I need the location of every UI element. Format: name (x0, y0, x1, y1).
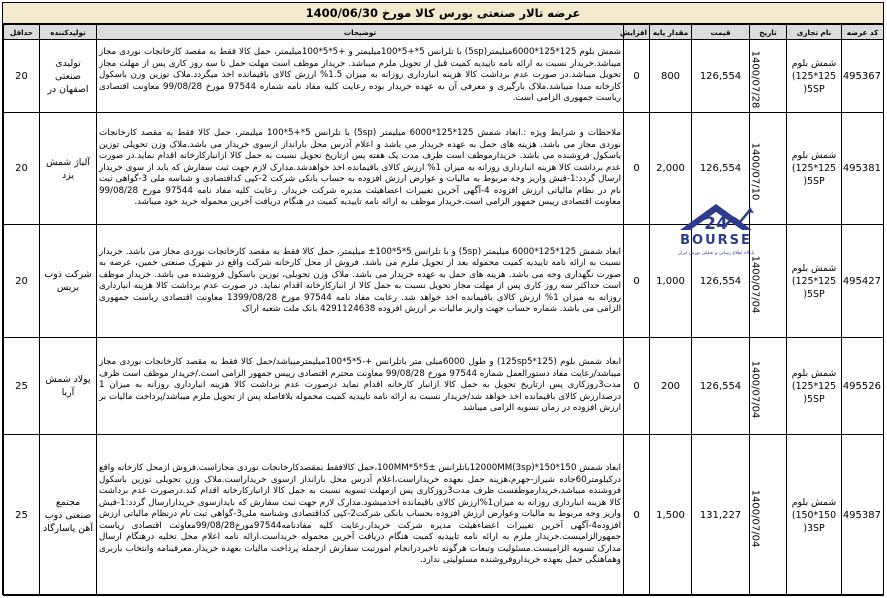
increment: 0 (624, 40, 650, 113)
product-name: شمش بلوم 150*150) 3SP( (787, 435, 842, 596)
header-producer: تولیدکننده (40, 25, 97, 40)
minimum: 20 (4, 113, 40, 225)
header-increment: افزایش (624, 25, 650, 40)
delivery-date-cell (750, 435, 787, 596)
header-row (4, 25, 884, 40)
product-name: شمش بلوم 125*125) 5SP( (787, 40, 842, 113)
producer: مجتمع صنعتی ذوب آهن پاسارگاد (40, 435, 97, 596)
table-row (4, 435, 884, 596)
offer-code: 495381 (842, 113, 884, 225)
delivery-date: 1400/07/04 (749, 255, 761, 313)
offers-table (3, 24, 884, 596)
header-code: کد عرضه (842, 25, 884, 40)
minimum: 20 (4, 225, 40, 338)
offer-sheet (2, 2, 884, 595)
producer: آلیاژ شمش یزد (40, 113, 97, 225)
sheet-title: عرضه تالار صنعتی بورس کالا مورخ 1400/06/30 (3, 3, 883, 24)
product-name: شمش بلوم 125*125) 5SP( (787, 225, 842, 338)
price: 126,554 (692, 40, 750, 113)
delivery-date: 1400/07/28 (749, 50, 761, 108)
description: شمش بلوم 125*125*6000میلیمتر(5sp) با تلرانس 5*+5*100میلیمتر و +5*5*100میلیمتر، حمل کالا فقط به مقصد کارخانجات نوردی مجاز میباشد.خریدار نسبت به ارائه نامه تاییدیه کمیت قبل از تحویل ملزم میباشد. خریدار موظف است مهلت حمل تا سه روز کاری پس از مهلت مجاز تحویل میباشد.در صورت عدم برداشت کالا هزینه انبارداری روزانه به میزان 1.5% ارزش کالای باقیمانده اخذ میگردد.ملاک توزین وزن باسکول کارخانه مبدا میباشد.ملاک بارگیری و معرفی آن به عهده خریدار بوده رعایت کلیه مفاد نامه شماره 97544 مورخ 99/08/28 معاونت اقتصادی ریاست جمهوری الزامی است. (97, 40, 624, 113)
delivery-date-cell (750, 40, 787, 113)
description: ابعاد شمش بلوم (125*125sp5) و طول 6000میلی متر باتلرانس +-5*5*100میلیمترمیباشد/حمل کالا فقط به مقصد کارخانجات نوردی مجاز میباشد/رعایت مفاد دستورالعمل شماره 97544 مورخ 99/08/28 معاونت محترم اقتصادی رییس جمهور الزامی است./خریدار موظف است ظرف مدت3روزکاری پس ازتاریخ تحویل به حمل کالا ازانبار کارخانه اقدام نماید درصورت عدم برداشت کالا هزینه انبارداری روزانه به میزان 1 درصدارزش کالای باقیمانده اخذ خواهد شد/خریدار نسبت به ارائه نامه تاییدیه کمیت محموله بلافاصله پس از تحویل ملزم میباشد/پرداخت مالیات بر ارزش افزوده در زمان تسویه الزامی میباشد (97, 338, 624, 435)
base-quantity: 1,000 (650, 225, 692, 338)
producer: تولیدی صنعتی اصفهان در (40, 40, 97, 113)
product-name: شمش بلوم 125*125) 5SP( (787, 338, 842, 435)
minimum: 25 (4, 435, 40, 596)
price: 126,554 (692, 225, 750, 338)
increment: 0 (624, 225, 650, 338)
producer: پولاد شمش آریا (40, 338, 97, 435)
delivery-date-cell (750, 338, 787, 435)
delivery-date: 1400/07/04 (749, 489, 761, 547)
offer-code: 495526 (842, 338, 884, 435)
increment: 0 (624, 435, 650, 596)
header-limit: حداقل (4, 25, 40, 40)
increment: 0 (624, 113, 650, 225)
description: ابعاد شمش 125*125*6000 میلیمتر (5sp) و با تلرانس 5*5*100± میلیمتر. حمل کالا فقط به مقصد کارخانجات نوردی مجاز می باشد. خریدار نسبت به ارائه نامه تاییدیه کمیت محموله بعد از تحویل ملزم می باشد. فروش از محل کارخانه شرکت واقع در شهرک صنعتی خمین، عرضه به صورت نگهداری وجه می باشد. هزینه های حمل به عهده خریدار می باشد. ملاک وزن تحویلی، توزین باسکول فروشنده می باشد. خریدار موظف است حداکثر سه روز کاری پس از مهلت مجاز تحویل نسبت به حمل کالا از انبارکارخانه اقدام نماید. در صورت عدم برداشت کالا هزینه انبارداری روزانه به میزان 1% ارزش کالای باقیمانده اخذ خواهد شد. رعایت مفاد نامه 97544 مورخ 1399/08/28 معاونت اقتصادی ریاست جمهوری الزامی می باشد. شماره حساب جهت واریز مالیات بر ارزش افزوده 4291124638 بانک ملت شعبه اراک (97, 225, 624, 338)
minimum: 20 (4, 40, 40, 113)
increment: 0 (624, 338, 650, 435)
minimum: 25 (4, 338, 40, 435)
header-description: توضیحات (97, 25, 624, 40)
logo-wordmark: BOURSE (680, 233, 752, 248)
table-row (4, 40, 884, 113)
base-quantity: 800 (650, 40, 692, 113)
producer: شرکت ذوب بریس (40, 225, 97, 338)
bourse-logo-mark (662, 200, 770, 234)
header-base: مقدار پایه (650, 25, 692, 40)
base-quantity: 200 (650, 338, 692, 435)
bourse-logo (662, 200, 770, 266)
description: ابعاد شمش 150*150*12000MM(3sp)باتلرانس ±5*5*100MM،حمل کالافقط بمقصدکارخانجات نوردی مجازاست.فروش ازمحل کارخانه واقع درکیلومتر60جاده شیراز-جهرم،هزینه حمل بعهده خریداراست،اعلام آدرس محل بارانداز ازسوی خریداراست.ملاک وزن تحویلی توزین باسکول فروشنده میباشد،خریدارموظفست ظرف مدت3روزکاری پس ازمهلت تسویه نسبت به حمل کالا ازانبارکارخانه اقدام کند.درصورت عدم برداشت کالا هزینه انبارداری روزانه به میزان1%ارزش کالای باقیمانده اخذمیشود.مدارک لازم جهت ثبت سفارش که بایدازسوی خریدارارسال گردد:1-فیش واریز وجه مربوط به مالیات وعوارض ارزش افزوده بحساب بانکی شرکت2-کپی کداقتصادی وشناسه ملی3-گواهی ثبت نام درنظام مالیاتی ارزش افزوده4-آگهی آخرین تغییرات اعضاءهیئت مدیره شرکت خریدار.رعایت کلیه مفادنامه97544مورخ99/08/28معاونت اقتصادی ریاست جمهورالزامیست.خریدار ملزم به ارائه نامه تاییدیه کمیت هنگام دریافت آخرین محموله خریداست.ارائه نامه اعلام محل تخلیه درهنگام ارسال مدارک تسویه الزامیست.مسئولیت وتبعات هرگونه تاخیردرانجام امورثبت سفارش ازجمله پرداخت مالیات بعهده خریدار.معرفینامه وانتخاب باربری وهماهنگی حمل بعهده خریداروفروشنده مسئولیتی ندارد. (97, 435, 624, 596)
base-quantity: 1,500 (650, 435, 692, 596)
price: 131,227 (692, 435, 750, 596)
product-name: شمش بلوم 125*125) 5SP( (787, 113, 842, 225)
delivery-date: 1400/07/10 (749, 142, 761, 201)
description: ملاحظات و شرایط ویژه :.ابعاد شمش 125*125*6000 میلیمتر (5sp) با تلرانس 5*+5*100 میلیمتر، حمل کالا فقط به مقصد کارخانجات نوردی مجاز می باشد. هزینه های حمل به عهده خریدار می باشد و اعلام آدرس محل بارانداز ازسوی خریدار می باشد.ملاک وزن تحویلی توزین باسکول فروشنده می باشد. خریدارموظف است ظرف مدت یک هفته پس ازتاریخ تحویل نسبت به حمل کالا ازانبارکارخانه اقدام نماید.در صورت عدم برداشت کالا هزینه انبارداری روزانه به میزان 1% ارزش کالای باقیمانده اخذ خواهدشد.مدارک لازم جهت ثبت سفارش که باید از سوی خریدار ارسال گردد:1-فیش واریز وجه مربوط به مالیات و عوارض ارزش افزوده به حساب بانکی شرکت 2-کپی کدافتصادی و شناسه ملی 3-گواهی ثبت نام در نظام مالیاتی ارزش افزوده 4-آگهی آخرین تغییرات اعضاهیئت مدیره شرکت خریدار. رعایت کلیه مفاد نامه 97544 مورخ 99/08/28 معاونت اقتصادی رییس جمهور الزامی است.خریدار موظف به ارائه نامه تاییدیه کمیت در هنگام دریافت آخرین محموله خرید خود میباشد. (97, 113, 624, 225)
table-row (4, 338, 884, 435)
offer-code: 495367 (842, 40, 884, 113)
header-product: نام تجاری (787, 25, 842, 40)
price: 126,554 (692, 113, 750, 225)
header-price: قیمت (692, 25, 750, 40)
header-date: تاریخ (750, 25, 787, 40)
svg-text:24: 24 (704, 214, 728, 234)
price: 126,554 (692, 338, 750, 435)
base-quantity: 2,000 (650, 113, 692, 225)
offer-code: 495387 (842, 435, 884, 596)
logo-tagline: پایگاه اطلاع رسانی و تحلیلی بورس ایران (677, 251, 755, 256)
delivery-date: 1400/07/04 (749, 360, 761, 418)
offer-code: 495427 (842, 225, 884, 338)
